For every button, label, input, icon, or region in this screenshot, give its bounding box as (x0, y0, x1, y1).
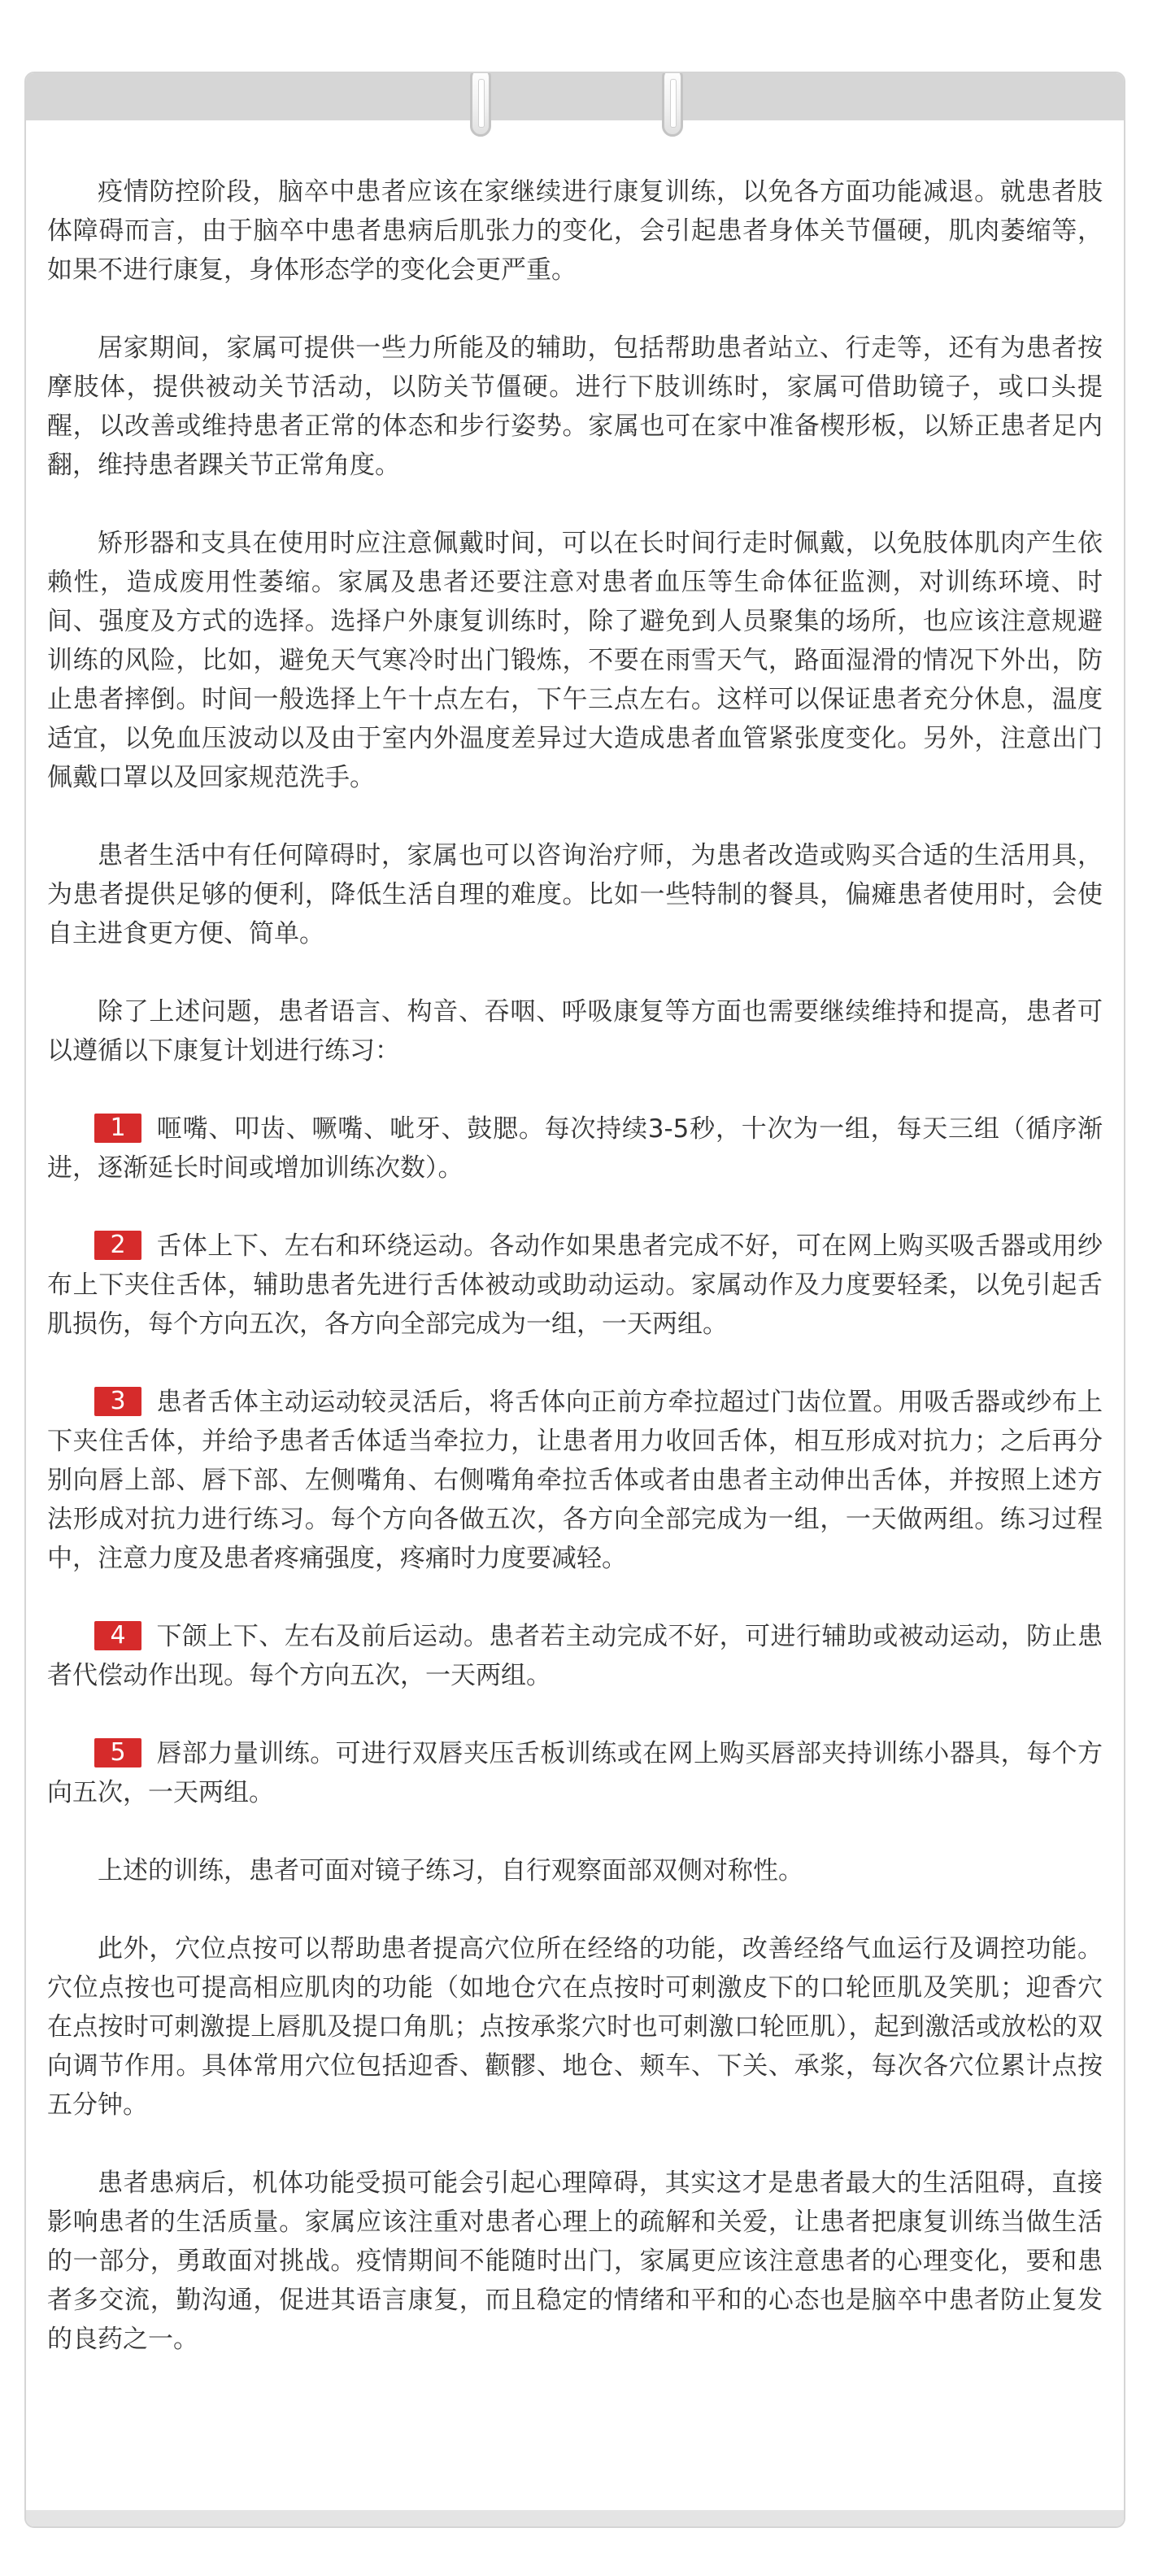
notepad-header-bar (26, 73, 1124, 120)
paragraph-daily-aids: 患者生活中有任何障碍时，家属也可以咨询治疗师，为患者改造或购买合适的生活用具，为患者提供足够的便利，降低生活自理的难度。比如一些特制的餐具，偏瘫患者使用时，会使自主进食更方便、简单。 (47, 841, 1103, 948)
paragraph-mirror-practice: 上述的训练，患者可面对镜子练习，自行观察面部双侧对称性。 (98, 1856, 803, 1885)
paragraph-home-assistance: 居家期间，家属可提供一些力所能及的辅助，包括帮助患者站立、行走等，还有为患者按摩肢体，提供被动关节活动，以防关节僵硬。进行下肢训练时，家属可借助镜子，或口头提醒，以改善或维持患者正常的体态和步行姿势。家属也可在家中准备楔形板，以矫正患者足内翻，维持患者踝关节正常角度。 (47, 333, 1103, 480)
step-text: 舌体上下、左右和环绕运动。各动作如果患者完成不好，可在网上购买吸舌器或用纱布上下夹住舌体，辅助患者先进行舌体被动或助动运动。家属动作及力度要轻柔，以免引起舌肌损伤，每个方向五次，各方向全部完成为一组，一天两组。 (47, 1231, 1103, 1339)
exercise-step (47, 1109, 1103, 1188)
article-body (47, 172, 1103, 2398)
binder-ring-icon (662, 72, 683, 137)
step-text: 患者舌体主动运动较灵活后，将舌体向正前方牵拉超过门齿位置。用吸舌器或纱布上下夹住舌体，并给予患者舌体适当牵拉力，让患者用力收回舌体，相互形成对抗力；之后再分别向唇上部、唇下部、左侧嘴角、右侧嘴角牵拉舌体或者由患者主动伸出舌体，并按照上述方法形成对抗力进行练习。每个方向各做五次，各方向全部完成为一组，一天做两组。练习过程中，注意力度及患者疼痛强度，疼痛时力度要减轻。 (47, 1388, 1103, 1573)
step-number-badge: 4 (94, 1621, 141, 1650)
paragraph-orthosis: 矫形器和支具在使用时应注意佩戴时间，可以在长时间行走时佩戴，以免肢体肌肉产生依赖性，造成废用性萎缩。家属及患者还要注意对患者血压等生命体征监测，对训练环境、时间、强度及方式的选择。选择户外康复训练时，除了避免到人员聚集的场所，也应该注意规避训练的风险，比如，避免天气寒冷时出门锻炼，不要在雨雪天气，路面湿滑的情况下外出，防止患者摔倒。时间一般选择上午十点左右，下午三点左右。这样可以保证患者充分休息，温度适宜，以免血压波动以及由于室内外温度差异过大造成患者血管紧张度变化。另外，注意出门佩戴口罩以及回家规范洗手。 (47, 529, 1103, 792)
exercise-step (47, 1383, 1103, 1578)
step-text: 咂嘴、叩齿、噘嘴、呲牙、鼓腮。每次持续3-5秒，十次为一组，每天三组（循序渐进，逐渐延长时间或增加训练次数）。 (47, 1114, 1103, 1183)
step-number-badge: 3 (94, 1387, 141, 1416)
paragraph-plan-intro: 除了上述问题，患者语言、构音、吞咽、呼吸康复等方面也需要继续维持和提高，患者可以遵循以下康复计划进行练习： (47, 997, 1103, 1066)
exercise-step (47, 1617, 1103, 1695)
step-text: 下颌上下、左右及前后运动。患者若主动完成不好，可进行辅助或被动运动，防止患者代偿动作出现。每个方向五次，一天两组。 (47, 1622, 1103, 1690)
step-number-badge: 5 (94, 1738, 141, 1767)
step-number-badge: 2 (94, 1231, 141, 1260)
exercise-step (47, 1734, 1103, 1812)
binder-ring-icon (470, 72, 491, 137)
step-number-badge: 1 (94, 1114, 141, 1143)
paragraph-intro: 疫情防控阶段，脑卒中患者应该在家继续进行康复训练，以免各方面功能减退。就患者肢体障碍而言，由于脑卒中患者患病后肌张力的变化，会引起患者身体关节僵硬，肌肉萎缩等，如果不进行康复，身体形态学的变化会更严重。 (47, 177, 1103, 285)
notepad-footer-bar (26, 2510, 1124, 2526)
paragraph-acupoint: 此外，穴位点按可以帮助患者提高穴位所在经络的功能，改善经络气血运行及调控功能。穴位点按也可提高相应肌肉的功能（如地仓穴在点按时可刺激皮下的口轮匝肌及笑肌；迎香穴在点按时可刺激提上唇肌及提口角肌；点按承浆穴时也可刺激口轮匝肌），起到激活或放松的双向调节作用。具体常用穴位包括迎香、颧髎、地仓、颊车、下关、承浆，每次各穴位累计点按五分钟。 (47, 1934, 1103, 2120)
exercise-step (47, 1227, 1103, 1344)
step-text: 唇部力量训练。可进行双唇夹压舌板训练或在网上购买唇部夹持训练小器具，每个方向五次，一天两组。 (47, 1739, 1103, 1807)
paragraph-psychology: 患者患病后，机体功能受损可能会引起心理障碍，其实这才是患者最大的生活阻碍，直接影响患者的生活质量。家属应该注重对患者心理上的疏解和关爱，让患者把康复训练当做生活的一部分，勇敢面对挑战。疫情期间不能随时出门，家属更应该注意患者的心理变化，要和患者多交流，勤沟通，促进其语言康复，而且稳定的情绪和平和的心态也是脑卒中患者防止复发的良药之一。 (47, 2168, 1103, 2354)
notepad-frame (24, 72, 1125, 2528)
